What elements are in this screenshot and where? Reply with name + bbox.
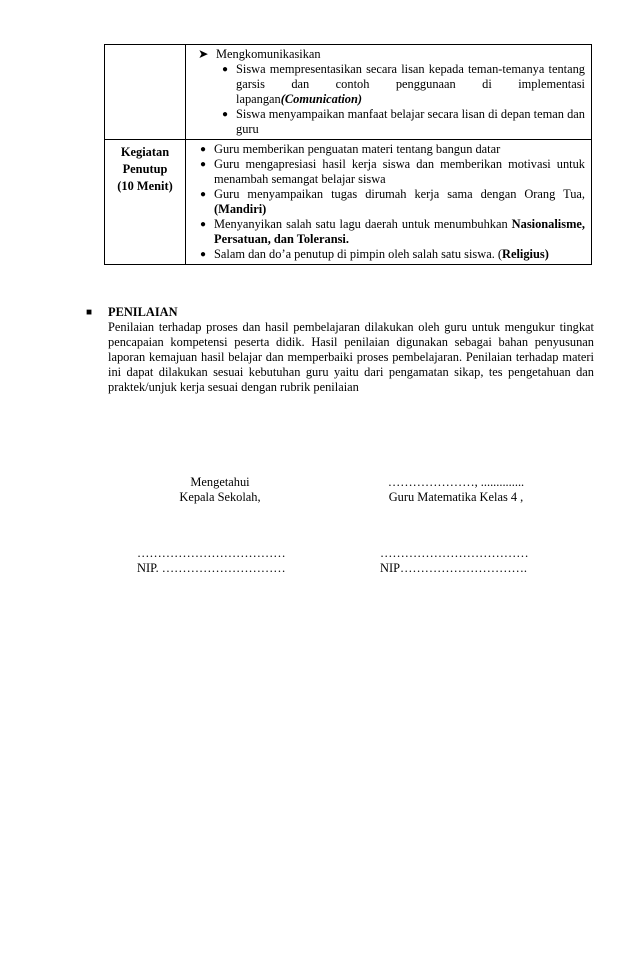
signature-right-block <box>380 546 529 576</box>
bullet-icon: ● <box>221 64 229 75</box>
bullet-bold-italic: (Comunication) <box>280 92 362 106</box>
signature-role: Guru Matematika Kelas 4 , <box>388 490 524 504</box>
list-item <box>192 217 585 247</box>
list-item <box>192 142 585 157</box>
signature-name-line: ……………………………… <box>380 546 529 560</box>
signature-left-header <box>150 475 290 505</box>
bullet-text: Menyanyikan salah satu lagu daerah untuk menumbuhkan <box>214 217 512 231</box>
square-bullet-icon: ■ <box>86 307 93 318</box>
phase-label-line: Kegiatan <box>120 145 170 159</box>
arrow-bullet-icon: ➤ <box>198 47 209 61</box>
signature-name-line: ……………………………… <box>137 546 286 560</box>
bullet-icon: ● <box>199 189 207 200</box>
phase-duration: (10 Menit) <box>117 179 173 193</box>
bullet-text: Guru menyampaikan tugas dirumah kerja sama dengan Orang Tua, <box>214 187 585 201</box>
phase-cell-empty <box>105 45 186 140</box>
bullet-icon: ● <box>221 109 229 120</box>
list-item <box>214 62 585 107</box>
bullet-bold-text: Nasionalisme, Persatuan, dan Toleransi. <box>214 217 585 246</box>
list-item <box>192 157 585 187</box>
bullet-text: Siswa menyampaikan manfaat belajar secara lisan di depan teman dan guru <box>236 107 585 136</box>
bullet-icon: ● <box>199 249 207 260</box>
section-paragraph: Penilaian terhadap proses dan hasil pembelajaran dilakukan oleh guru untuk mengukur tingkat pencapaian kompetensi peserta didik. Hasil penilaian digunakan sebagai bahan penyusunan laporan kemajuan hasil belajar dan memperbaiki proses pembelajaran. Penilaian terhadap materi ini dapat dilakukan sesuai kebutuhan guru yaitu dari pengamatan sikap, tes pengetahuan dan praktek/unjuk kerja sesuai dengan rubrik penilaian <box>108 320 594 394</box>
section-title: PENILAIAN <box>108 305 178 319</box>
arrow-list-item <box>192 47 585 62</box>
signature-nip: NIP. ………………………… <box>137 561 286 575</box>
list-item <box>192 187 585 217</box>
content-cell-communication <box>186 45 592 140</box>
table-row <box>105 45 592 140</box>
list-item <box>214 107 585 137</box>
bullet-text: Guru memberikan penguatan materi tentang bangun datar <box>214 142 501 156</box>
phase-label-line: Penutup <box>122 162 168 176</box>
signature-label: Mengetahui <box>190 475 250 489</box>
signature-date-placeholder: …………………, .............. <box>387 475 525 489</box>
phase-cell-penutup <box>105 140 186 265</box>
bullet-text: Guru mengapresiasi hasil kerja siswa dan memberikan motivasi untuk menambah semangat belajar siswa <box>214 157 585 186</box>
activity-table <box>104 44 592 265</box>
bullet-bold-text: Religius) <box>502 247 549 261</box>
list-item <box>192 247 585 262</box>
bullet-bold-text: (Mandiri) <box>214 202 267 216</box>
signature-nip: NIP…………………………. <box>380 561 527 575</box>
bullet-icon: ● <box>199 219 207 230</box>
bullet-icon: ● <box>199 144 207 155</box>
signature-right-header <box>366 475 546 505</box>
table-row <box>105 140 592 265</box>
bullet-text: Salam dan do’a penutup di pimpin oleh salah satu siswa. ( <box>214 247 503 261</box>
bullet-text: Siswa mempresentasikan secara lisan kepada teman-temanya tentang garsis dan contoh penggunaan di implementasi lapangan <box>236 62 585 106</box>
content-cell-penutup <box>186 140 592 265</box>
section-heading <box>86 305 594 320</box>
bullet-icon: ● <box>199 159 207 170</box>
signature-left-block <box>137 546 286 576</box>
signature-role: Kepala Sekolah, <box>179 490 261 504</box>
arrow-item-text: Mengkomunikasikan <box>216 47 321 61</box>
penilaian-section <box>86 305 594 395</box>
